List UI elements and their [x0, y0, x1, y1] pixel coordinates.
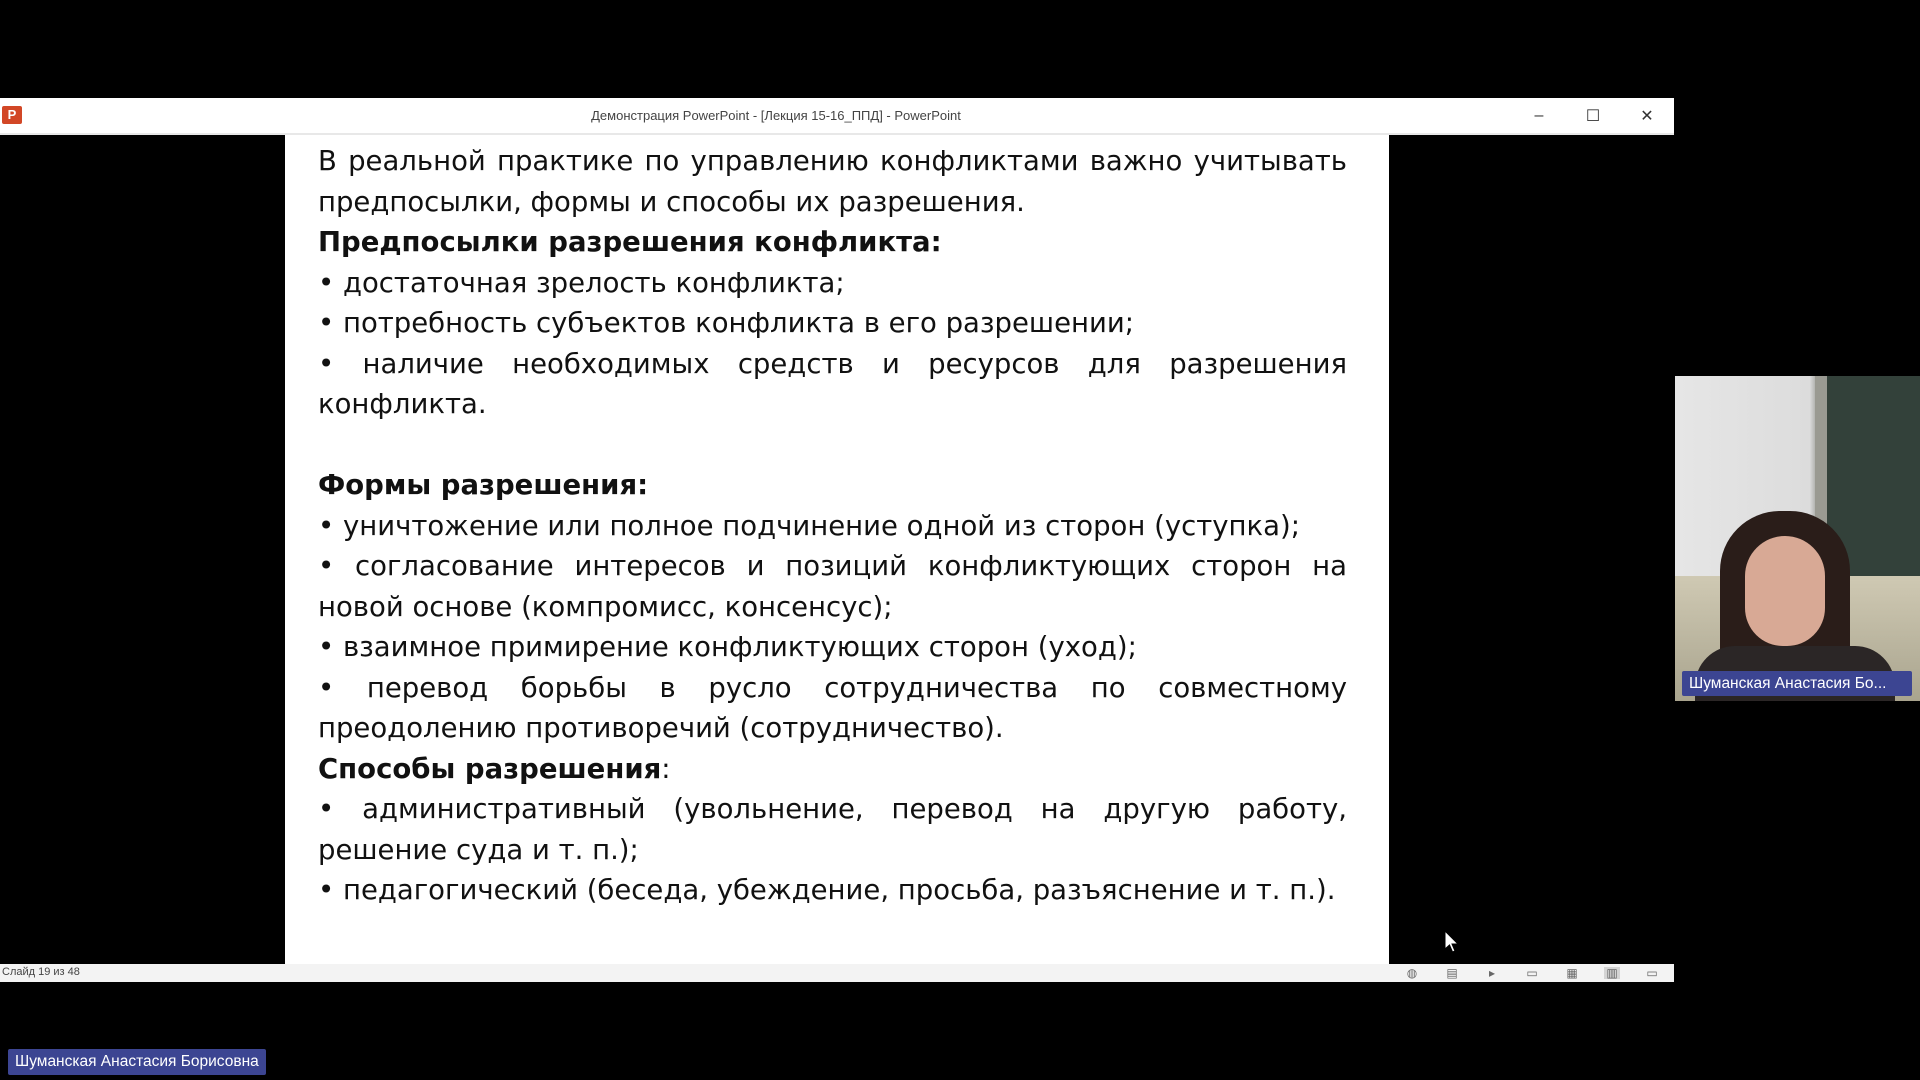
slide-icon[interactable]: ▤: [1446, 966, 1458, 980]
close-button[interactable]: ✕: [1640, 107, 1654, 125]
forms-item: • уничтожение или полное подчинение одной из сторон (уступка);: [318, 509, 1300, 542]
spacer: [318, 425, 1347, 466]
preconditions-item: • наличие необходимых средств и ресурсов для разрешения конфликта.: [318, 347, 1347, 420]
methods-heading-colon: :: [661, 752, 671, 785]
slide-canvas[interactable]: [285, 135, 1389, 967]
window-title: Демонстрация PowerPoint - [Лекция 15-16_ППД] - PowerPoint: [591, 108, 961, 123]
status-icons: [1380, 964, 1660, 982]
methods-heading-line: [318, 749, 1347, 790]
forms-item: • взаимное примирение конфликтующих сторон (уход);: [318, 631, 1137, 663]
powerpoint-window: [0, 98, 1674, 982]
sorter-view-icon[interactable]: ▦: [1566, 966, 1578, 980]
webcam-tile[interactable]: [1675, 376, 1920, 701]
normal-view-icon[interactable]: ▭: [1526, 966, 1538, 980]
window-controls: [1512, 98, 1674, 133]
slide-counter: Слайд 19 из 48: [2, 966, 80, 978]
main-speaker-name-tag: Шуманская Анастасия Борисовна: [8, 1049, 266, 1075]
forms-item: • перевод борьбы в русло сотрудничества по совместному преодолению противоречий (сотрудничество).: [318, 671, 1347, 744]
preconditions-item: • достаточная зрелость конфликта;: [318, 266, 845, 299]
reading-view-icon[interactable]: ▥: [1604, 967, 1620, 979]
notes-icon[interactable]: ◍: [1406, 966, 1418, 980]
status-bar: [0, 964, 1674, 982]
title-bar: [0, 98, 1674, 135]
preconditions-heading: Предпосылки разрешения конфликта:: [318, 226, 942, 258]
maximize-button[interactable]: ☐: [1585, 107, 1601, 125]
methods-item: • педагогический (беседа, убеждение, просьба, разъяснение и т. п.).: [318, 874, 1336, 906]
webcam-name-tag: Шуманская Анастасия Бо...: [1682, 671, 1912, 696]
minimize-button[interactable]: –: [1534, 106, 1544, 124]
cursor-icon: [1444, 930, 1460, 954]
methods-heading: Способы разрешения: [318, 752, 662, 785]
speaker-face: [1745, 536, 1825, 646]
powerpoint-app-icon[interactable]: P: [2, 106, 22, 124]
forms-heading: Формы разрешения:: [318, 469, 649, 501]
play-icon[interactable]: ▸: [1488, 966, 1496, 980]
methods-item: • административный (увольнение, перевод на другую работу, решение суда и т. п.);: [318, 793, 1347, 866]
preconditions-item: • потребность субъектов конфликта в его разрешении;: [318, 307, 1134, 339]
forms-item: • согласование интересов и позиций конфликтующих сторон на новой основе (компромисс, консенсус);: [318, 550, 1347, 623]
slideshow-icon[interactable]: ▭: [1646, 966, 1658, 980]
slide-intro: В реальной практике по управлению конфликтами важно учитывать предпосылки, формы и способы их разрешения.: [318, 145, 1347, 218]
